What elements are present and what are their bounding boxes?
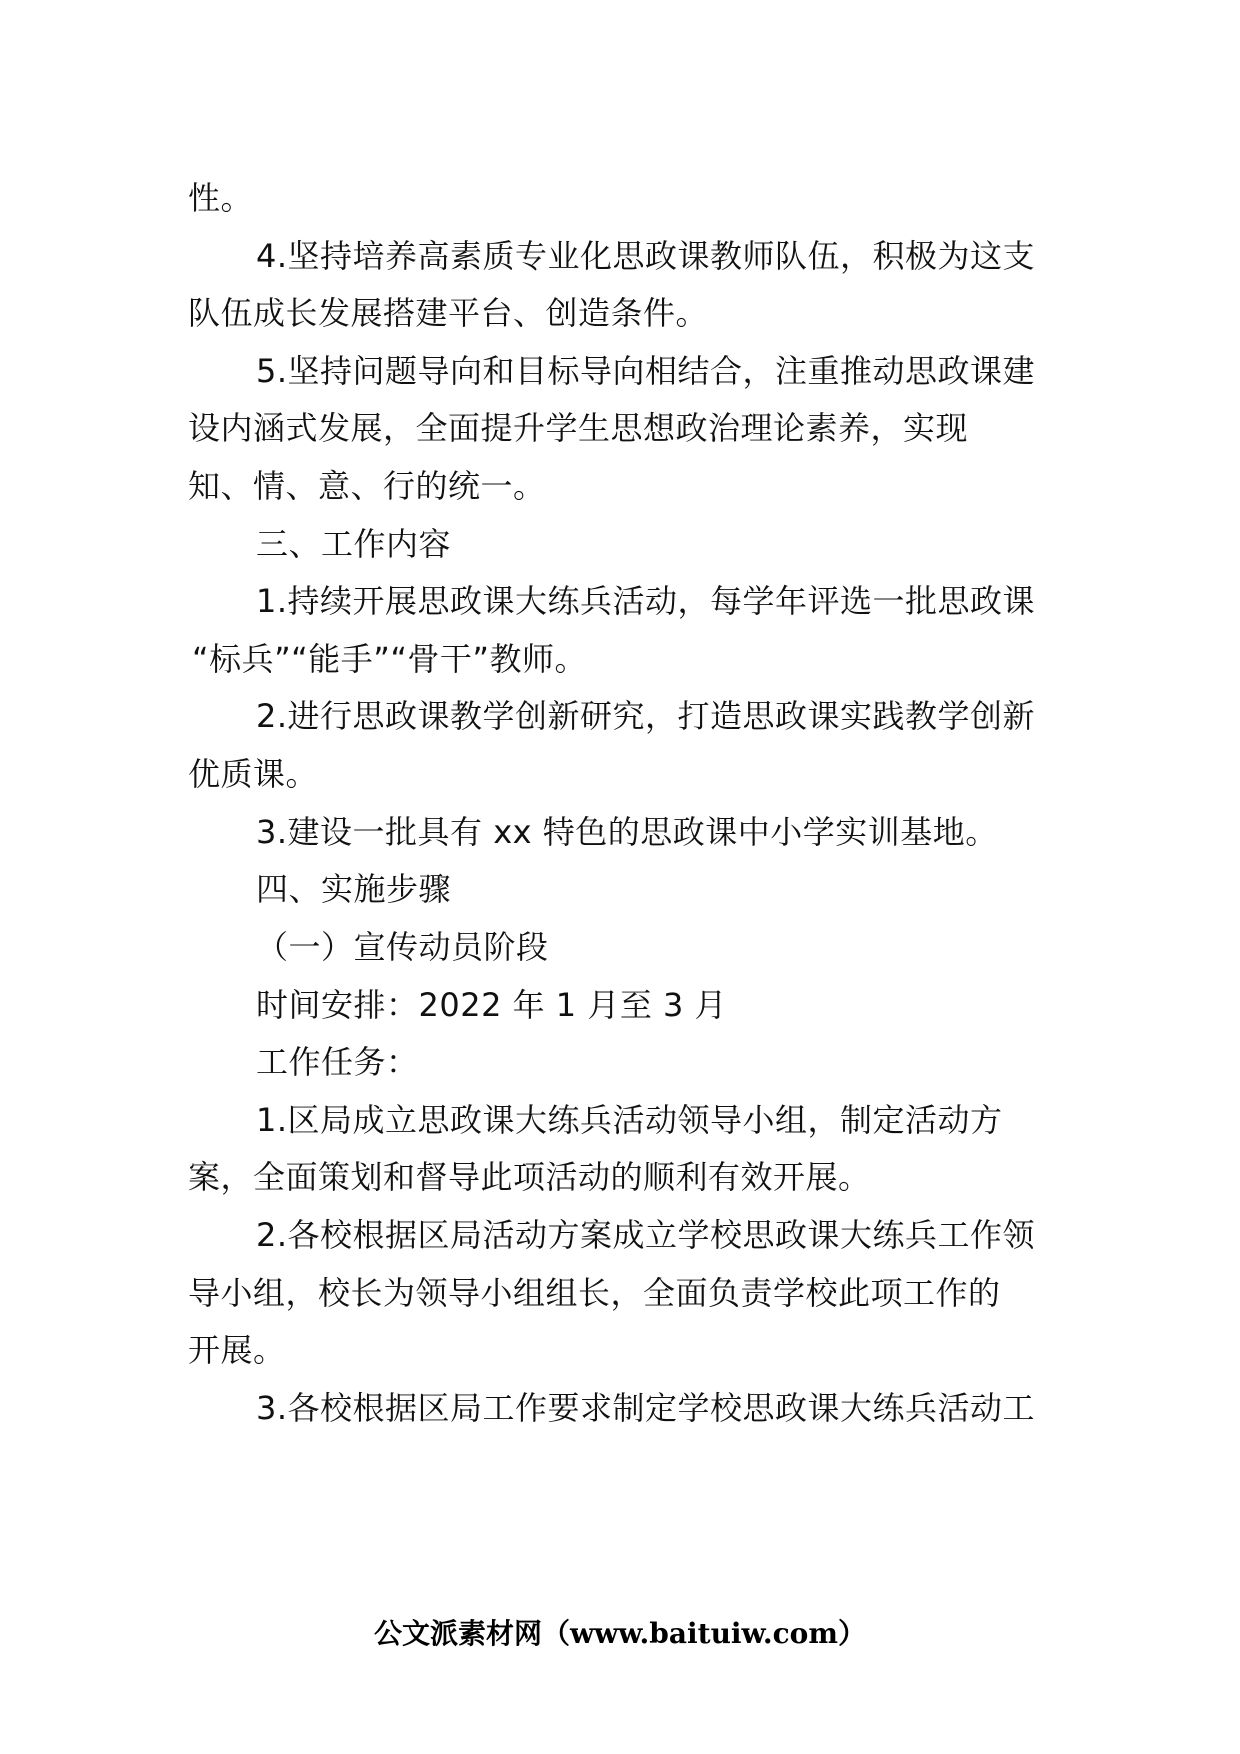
text-line: 时间安排：2022 年 1 月至 3 月 [256,986,728,1024]
text-line: 5.坚持问题导向和目标导向相结合，注重推动思政课建 [256,352,1036,390]
text-line: 优质课。 [188,755,319,793]
subsection-heading: （一）宣传动员阶段 [256,928,549,966]
text-line: 队伍成长发展搭建平台、创造条件。 [188,294,709,332]
text-line: 案，全面策划和督导此项活动的顺利有效开展。 [188,1158,871,1196]
text-line: 导小组，校长为领导小组组长，全面负责学校此项工作的 [188,1274,1001,1312]
text-line: 设内涵式发展，全面提升学生思想政治理论素养，实现 [188,409,969,447]
section-heading: 三、工作内容 [256,525,452,563]
text-line: 工作任务： [256,1043,419,1081]
text-line: 2.进行思政课教学创新研究，打造思政课实践教学创新 [256,697,1036,735]
text-line: 2.各校根据区局活动方案成立学校思政课大练兵工作领 [256,1216,1036,1254]
footer-watermark: 公文派素材网（www.baituiw.com） [374,1617,866,1650]
text-line: 4.坚持培养高素质专业化思政课教师队伍，积极为这支 [256,237,1036,275]
text-line: 性。 [188,179,254,217]
text-line: 3.各校根据区局工作要求制定学校思政课大练兵活动工 [256,1389,1036,1427]
text-line: 1.区局成立思政课大练兵活动领导小组，制定活动方 [256,1101,1003,1139]
text-line: 知、情、意、行的统一。 [188,467,546,505]
text-line: 3.建设一批具有 xx 特色的思政课中小学实训基地。 [256,813,998,851]
text-line: 1.持续开展思政课大练兵活动，每学年评选一批思政课 [256,582,1036,620]
text-line: “标兵”“能手”“骨干”教师。 [192,640,587,678]
text-line: 开展。 [188,1331,286,1369]
section-heading: 四、实施步骤 [256,870,452,908]
